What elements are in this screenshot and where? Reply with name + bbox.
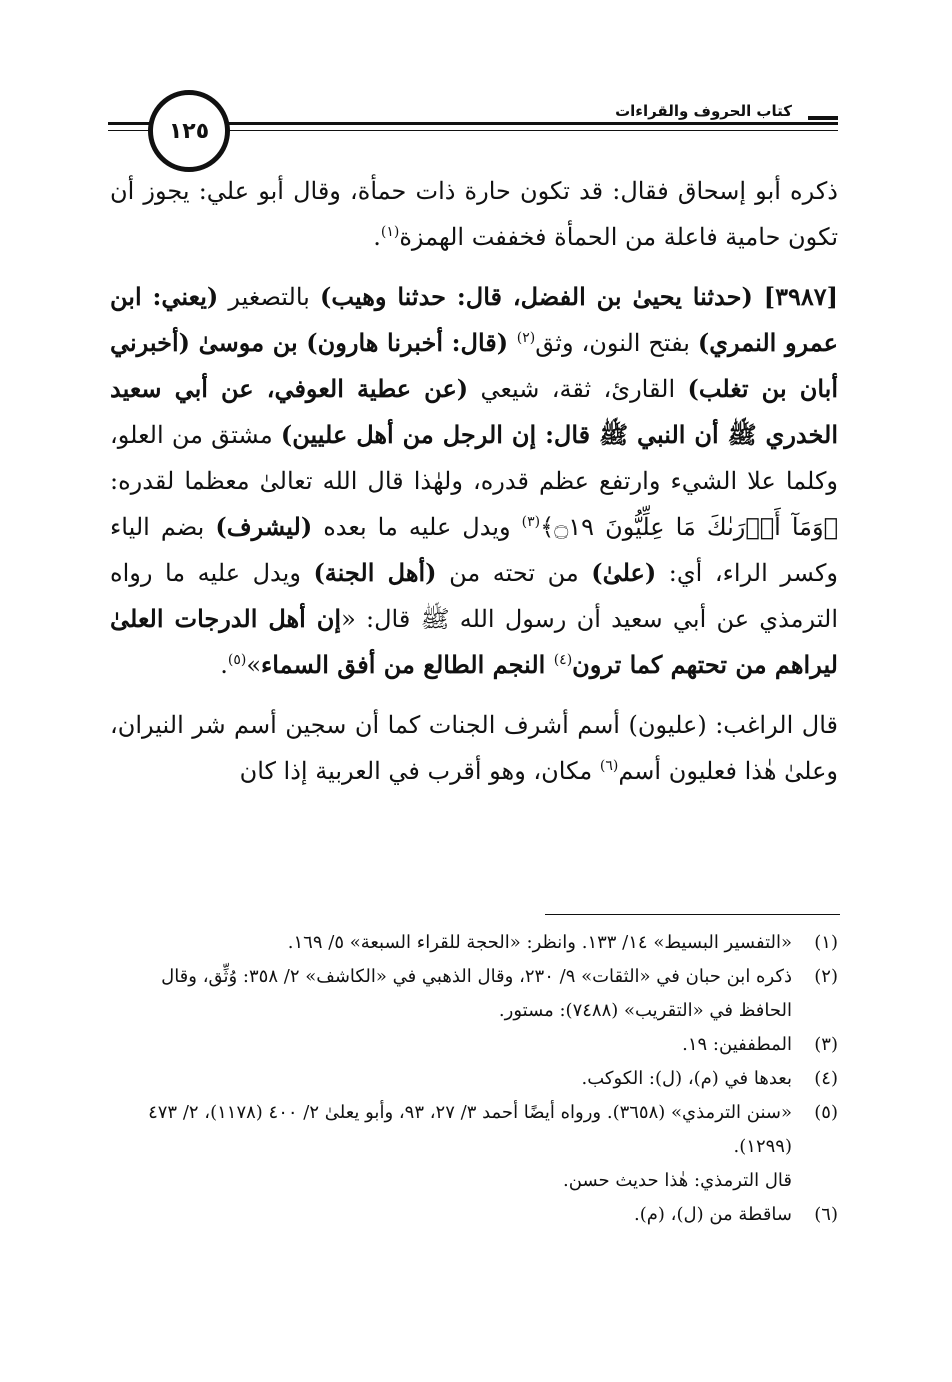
- hadith-word-3: (أهل الجنة): [313, 558, 437, 587]
- commentary-7: من تحته من: [436, 559, 592, 587]
- footnote-5-continuation: [110, 1164, 838, 1198]
- hadith-matn: (عن عطية العوفي، عن أبي سعيد الخدري ﷺ أن النبي ﷺ قال: إن الرجل من أهل عليين): [110, 374, 838, 449]
- main-text: [110, 168, 838, 794]
- p3-text-a: قال الراغب: (عليون) أسم أشرف الجنات كما أن سجين أسم شر النيران، وعلىٰ هٰذا فعليون أسم: [110, 711, 838, 785]
- commentary-5: ويدل عليه ما بعده: [312, 513, 522, 541]
- footnote-text: ذكره ابن حبان في «الثقات» ٩/ ٢٣٠، وقال الذهبي في «الكاشف» ٢/ ٣٥٨: وُثِّق، وقال الحافظ في «التقريب» (٧٤٨٨): مستور.: [161, 966, 792, 1021]
- commentary-3: القارئ، ثقة، شيعي: [468, 375, 688, 403]
- paragraph-3: [110, 702, 838, 794]
- header-dash: [808, 116, 838, 120]
- footnote-number: (٥): [814, 1102, 838, 1123]
- quote-close: »: [246, 651, 261, 679]
- footnote-text: «التفسير البسيط» ١٤/ ١٣٣. وانظر: «الحجة للقراء السبعة» ٥/ ١٦٩.: [287, 932, 792, 953]
- footnotes: [110, 926, 838, 1232]
- footnote-number: (٤): [814, 1068, 838, 1089]
- footnote-number: (١): [814, 932, 838, 953]
- hadith-chain-3: (قال: أخبرنا هارون) بن موسىٰ: [190, 328, 517, 357]
- footnote-6: [110, 1198, 838, 1232]
- p3-text-b: مكان، وهو أقرب في العربية إذا كان: [239, 757, 600, 785]
- footnote-separator: [545, 914, 840, 915]
- page-header: [108, 88, 838, 168]
- paragraph-2: [110, 274, 838, 688]
- footnote-ref-1: (١): [380, 224, 400, 240]
- hadith-quote-1: إن أهل الدرجات العلىٰ ليراهم من تحتهم كما ترون: [110, 604, 838, 679]
- footnote-ref-3: (٣): [521, 514, 541, 530]
- footnote-number: (٣): [814, 1034, 838, 1055]
- footnote-number: (٦): [814, 1204, 838, 1225]
- footnote-text: ساقطة من (ل)، (م).: [634, 1204, 792, 1225]
- hadith-quote-2: النجم الطالع من أفق السماء: [261, 650, 554, 679]
- footnote-2: [110, 960, 838, 1028]
- footnote-1: [110, 926, 838, 960]
- commentary-2: بفتح النون، وثق: [535, 329, 698, 357]
- hadith-word-1: (ليشرف): [215, 512, 313, 541]
- footnote-ref-4: (٤): [553, 652, 573, 668]
- footnote-text: بعدها في (م)، (ل): الكوكب.: [581, 1068, 792, 1089]
- footnote-ref-5: (٥): [227, 652, 247, 668]
- commentary-4: مشتق من العلو، وكلما علا الشيء وارتفع عظم قدره، ولهٰذا قال الله تعالىٰ معظما لقدره: ﴿وَمَآ أَدۡرَىٰكَ مَا عِلِّيُّونَ ۝١٩﴾: [110, 421, 839, 541]
- commentary-6: بضم الياء وكسر الراء، أي:: [110, 513, 838, 587]
- footnote-number: (٢): [814, 966, 838, 987]
- page-number: ١٢٥: [148, 90, 230, 172]
- hadith-chain-2: (يعني: ابن عمرو النمري): [110, 282, 838, 357]
- commentary-1: بالتصغير: [218, 283, 321, 311]
- running-title: كتاب الحروف والقراءات: [605, 102, 802, 120]
- footnote-text: المطففين: ١٩.: [682, 1034, 792, 1055]
- footnote-ref-2: (٢): [516, 330, 536, 346]
- hadith-chain-1: [٣٩٨٧] (حدثنا يحيىٰ بن الفضل، قال: حدثنا وهيب): [320, 282, 839, 311]
- commentary-8: ويدل عليه ما رواه الترمذي عن أبي سعيد أن رسول الله ﷺ قال: «: [110, 559, 839, 633]
- footnote-3: [110, 1028, 838, 1062]
- hadith-word-2: (علىٰ): [591, 558, 657, 587]
- p1-text: ذكره أبو إسحاق فقال: قد تكون حارة ذات حمأة، وقال أبو علي: يجوز أن تكون حامية فاعلة من الحمأة فخففت الهمزة: [110, 177, 838, 251]
- paragraph-2-end: .: [220, 651, 228, 679]
- footnote-text: «سنن الترمذي» (٣٦٥٨). ورواه أيضًا أحمد ٣/ ٢٧، ٩٣، وأبو يعلىٰ ٢/ ٤٠٠ (١١٧٨)، ٢/ ٤٧٣ (١٢٩٩).: [148, 1102, 792, 1157]
- hadith-chain-4: (أخبرني أبان بن تغلب): [110, 328, 838, 403]
- footnote-5: [110, 1096, 838, 1164]
- footnote-ref-6: (٦): [599, 758, 619, 774]
- footnote-4: [110, 1062, 838, 1096]
- footnote-text: قال الترمذي: هٰذا حديث حسن.: [563, 1170, 792, 1191]
- paragraph-1: ذكره أبو إسحاق فقال: قد تكون حارة ذات حمأة، وقال أبو علي: يجوز أن تكون حامية فاعلة من الحمأة فخففت الهمزة$^{(١)}$.: [110, 177, 838, 251]
